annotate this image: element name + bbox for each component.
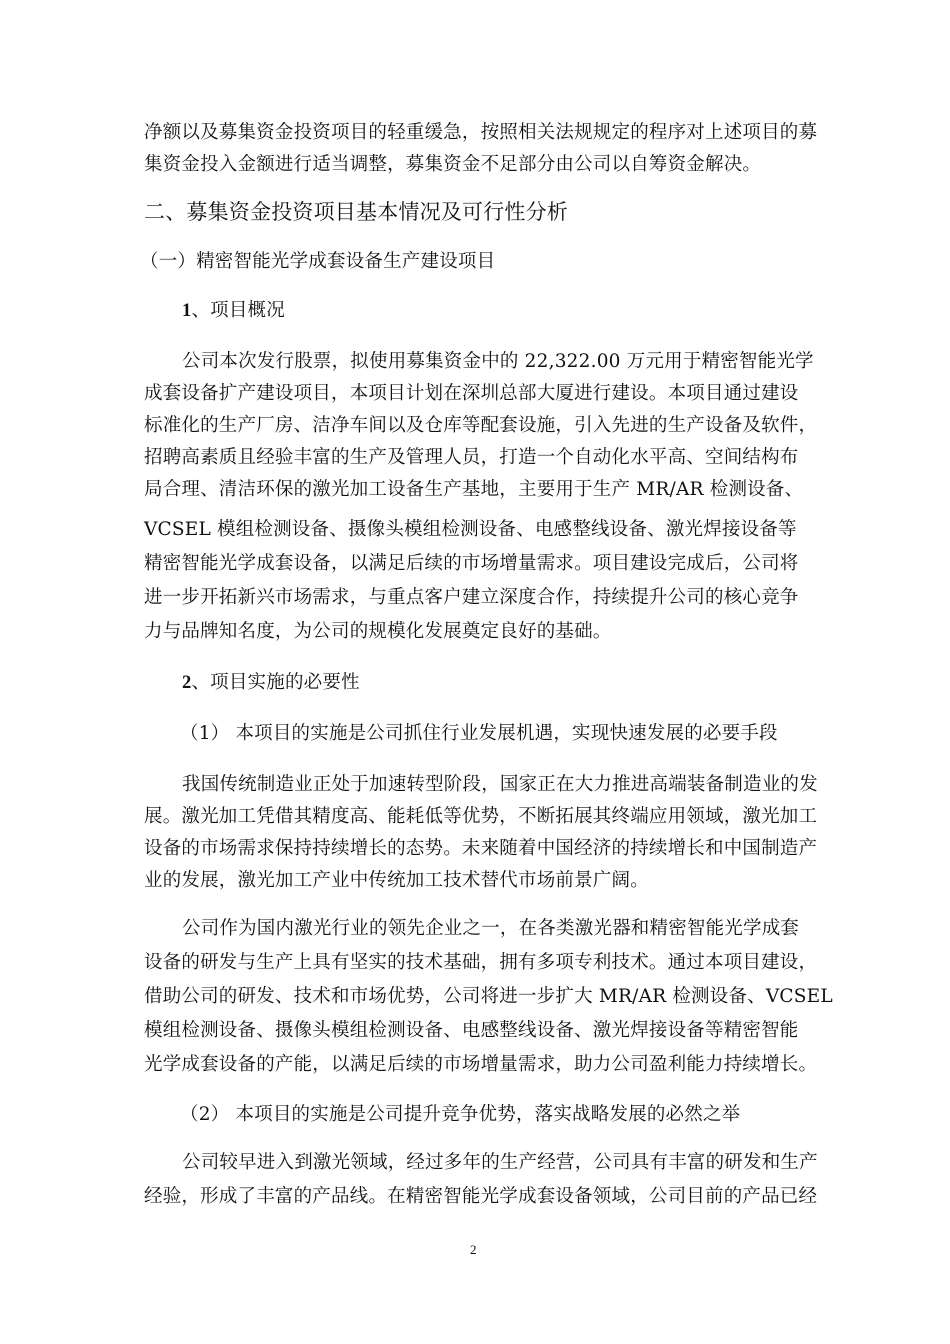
paragraph-line: 进一步开拓新兴市场需求，与重点客户建立深度合作，持续提升公司的核心竞争 [144,587,799,608]
item-title: 、项目概况 [191,300,285,321]
paragraph-line: 借助公司的研发、技术和市场优势，公司将进一步扩大 MR/AR 检测设备、VCSEL [144,986,833,1007]
page-number: 2 [470,1242,477,1257]
paragraph-line: 业的发展，激光加工产业中传统加工技术替代市场前景广阔。 [144,870,649,891]
paragraph-line: 力与品牌知名度，为公司的规模化发展奠定良好的基础。 [144,621,612,642]
subitem-heading-2: （2） 本项目的实施是公司提升竞争优势，落实战略发展的必然之举 [180,1104,741,1125]
paragraph-line: 设备的市场需求保持持续增长的态势。未来随着中国经济的持续增长和中国制造产 [144,838,818,859]
item-title: 、项目实施的必要性 [191,672,360,693]
intro-line: 净额以及募集资金投资项目的轻重缓急，按照相关法规规定的程序对上述项目的募 [144,122,818,143]
item-heading-1 [182,296,285,322]
paragraph-line: 公司较早进入到激光领域，经过多年的生产经营，公司具有丰富的研发和生产 [182,1152,818,1173]
section-heading: 二、募集资金投资项目基本情况及可行性分析 [144,200,568,224]
paragraph-line: 公司本次发行股票，拟使用募集资金中的 22,322.00 万元用于精密智能光学 [182,351,814,372]
subitem-heading-1: （1） 本项目的实施是公司抓住行业发展机遇，实现快速发展的必要手段 [180,723,778,744]
paragraph-line: 成套设备扩产建设项目，本项目计划在深圳总部大厦进行建设。本项目通过建设 [144,383,799,404]
paragraph-line: 招聘高素质且经验丰富的生产及管理人员，打造一个自动化水平高、空间结构布 [144,447,799,468]
paragraph-line: 标准化的生产厂房、洁净车间以及仓库等配套设施，引入先进的生产设备及软件， [144,415,818,436]
item-number: 2 [182,673,192,693]
item-number: 1 [182,301,192,321]
paragraph-line: 精密智能光学成套设备，以满足后续的市场增量需求。项目建设完成后，公司将 [144,553,799,574]
paragraph-line: 光学成套设备的产能，以满足后续的市场增量需求，助力公司盈利能力持续增长。 [144,1054,818,1075]
paragraph-line: 经验，形成了丰富的产品线。在精密智能光学成套设备领域，公司目前的产品已经 [144,1186,818,1207]
paragraph-line: 我国传统制造业正处于加速转型阶段，国家正在大力推进高端装备制造业的发 [182,774,818,795]
paragraph-line: 公司作为国内激光行业的领先企业之一，在各类激光器和精密智能光学成套 [182,918,800,939]
paragraph-line: 展。激光加工凭借其精度高、能耗低等优势，不断拓展其终端应用领域，激光加工 [144,806,818,827]
subsection-heading: （一）精密智能光学成套设备生产建设项目 [140,251,496,272]
paragraph-line: 设备的研发与生产上具有坚实的技术基础，拥有多项专利技术。通过本项目建设， [144,952,818,973]
paragraph-line: 局合理、清洁环保的激光加工设备生产基地，主要用于生产 MR/AR 检测设备、 [144,479,804,500]
intro-line: 集资金投入金额进行适当调整，募集资金不足部分由公司以自筹资金解决。 [144,154,762,175]
paragraph-line: 模组检测设备、摄像头模组检测设备、电感整线设备、激光焊接设备等精密智能 [144,1020,799,1041]
paragraph-line: VCSEL 模组检测设备、摄像头模组检测设备、电感整线设备、激光焊接设备等 [144,519,797,540]
item-heading-2 [182,668,360,694]
